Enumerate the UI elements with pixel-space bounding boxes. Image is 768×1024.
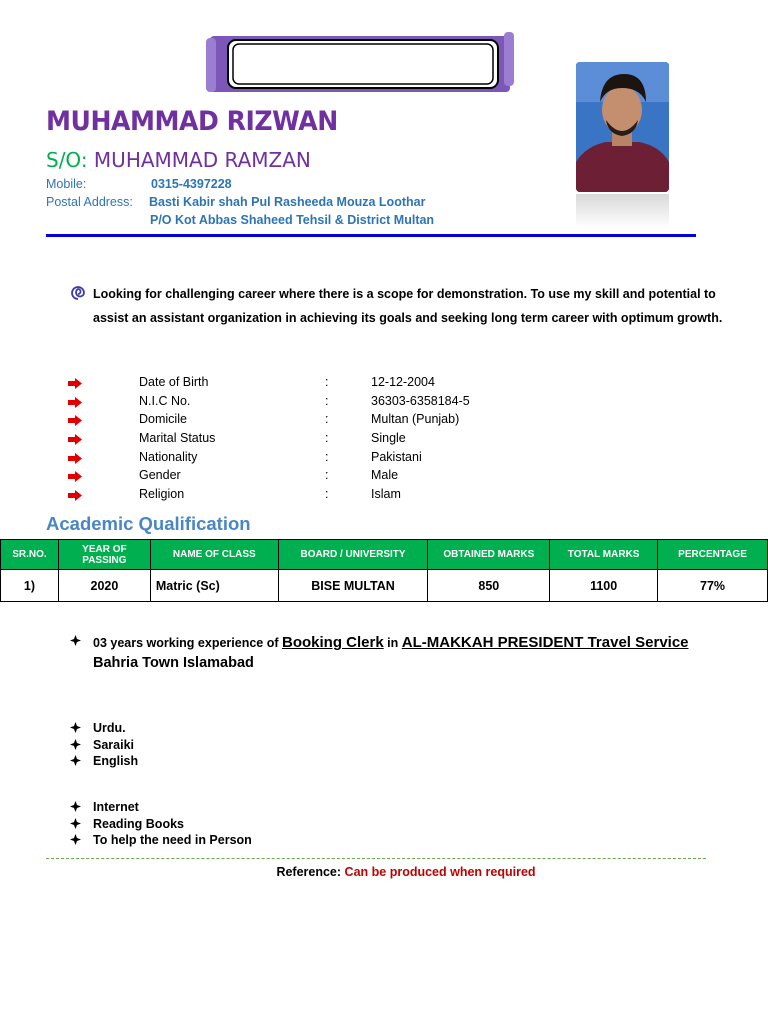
diamond-bullet-icon: [70, 818, 81, 829]
info-value: Pakistani: [371, 449, 422, 464]
column-header: OBTAINED MARKS: [428, 540, 550, 570]
table-header-row: [1, 540, 768, 570]
info-label: Religion: [139, 487, 185, 502]
column-header: NAME OF CLASS: [150, 540, 278, 570]
father-label: S/O:: [46, 148, 88, 172]
photo-reflection: [576, 194, 669, 228]
experience-role: Booking Clerk: [282, 634, 384, 651]
arrow-right-icon: [68, 397, 82, 408]
hobby-item: Internet: [93, 800, 139, 814]
info-label: Gender: [139, 468, 181, 483]
info-value: Single: [371, 431, 406, 446]
language-item: English: [93, 754, 139, 768]
info-value: Islam: [371, 487, 401, 502]
list-item: [70, 633, 710, 673]
reference-line: [0, 865, 768, 879]
info-label: Marital Status: [139, 431, 216, 446]
banner-frame-graphic: [206, 30, 516, 96]
info-row-dob: [68, 375, 568, 394]
info-value: 12-12-2004: [371, 375, 435, 389]
column-header: PERCENTAGE: [658, 540, 768, 570]
diamond-bullet-icon: [70, 755, 81, 766]
profile-photo: [576, 62, 669, 192]
experience-location: Bahria Town Islamabad: [93, 655, 254, 671]
objective-text: Looking for challenging career where there is a scope for demonstration. To use my skill and potential to assist an assistant organization in achieving its goals and seeking long term career with optimum growth.: [93, 287, 723, 325]
hobby-item: To help the need in Person: [93, 833, 252, 847]
table-cell: 2020: [58, 570, 150, 602]
address-label: Postal Address:: [46, 195, 133, 209]
table-cell: 1): [1, 570, 59, 602]
personal-info-list: [68, 375, 568, 506]
header-banner: [206, 30, 516, 96]
father-name: MUHAMMAD RAMZAN: [93, 148, 311, 172]
arrow-right-icon: [68, 378, 82, 389]
info-row-nationality: [68, 450, 568, 469]
languages-list: [70, 720, 138, 770]
footer-divider: [46, 858, 706, 859]
mobile-number: 0315-4397228: [151, 177, 232, 191]
info-colon: :: [325, 375, 329, 389]
info-label: Date of Birth: [139, 375, 209, 389]
info-label: Domicile: [139, 412, 187, 427]
table-cell: 77%: [658, 570, 768, 602]
info-colon: :: [325, 487, 329, 502]
mobile-label: Mobile:: [46, 177, 87, 191]
info-colon: :: [325, 412, 329, 427]
info-row-nic: [68, 394, 568, 413]
column-header: SR.NO.: [1, 540, 59, 570]
info-colon: :: [325, 449, 329, 464]
table-row: [1, 570, 768, 602]
diamond-bullet-icon: [70, 739, 81, 750]
candidate-name: MUHAMMAD RIZWAN: [46, 106, 338, 137]
info-colon: :: [325, 431, 329, 446]
hobbies-list: [70, 799, 252, 849]
experience-list: [70, 633, 710, 673]
info-row-religion: [68, 487, 568, 506]
academic-section-title: Academic Qualification: [46, 513, 251, 534]
list-item: [70, 832, 252, 849]
table-cell: Matric (Sc): [150, 570, 278, 602]
experience-prefix: 03 years working experience of: [93, 636, 279, 650]
address-text-2: P/O Kot Abbas Shaheed Tehsil & District Multan: [150, 213, 435, 227]
arrow-right-icon: [68, 415, 82, 426]
diamond-bullet-icon: [70, 722, 81, 733]
address-text-1: Basti Kabir shah Pul Rasheeda Mouza Loothar: [149, 195, 426, 209]
experience-company: AL-MAKKAH PRESIDENT Travel Service: [401, 634, 689, 651]
arrow-right-icon: [68, 490, 82, 501]
info-value: Male: [371, 468, 399, 483]
column-header: BOARD / UNIVERSITY: [278, 540, 428, 570]
diamond-bullet-icon: [70, 635, 81, 646]
diamond-bullet-icon: [70, 801, 81, 812]
info-row-domicile: [68, 412, 568, 431]
table-cell: 1100: [550, 570, 658, 602]
info-colon: :: [325, 468, 329, 483]
info-value: Multan (Punjab): [371, 412, 460, 427]
portrait-icon: [576, 62, 669, 192]
info-row-gender: [68, 468, 568, 487]
father-name-line: [46, 148, 311, 172]
hobby-item: Reading Books: [93, 816, 184, 831]
table-cell: 850: [428, 570, 550, 602]
language-item: Urdu.: [93, 721, 126, 735]
list-item: [70, 799, 252, 816]
reference-label: Reference:: [276, 865, 342, 879]
reference-value: Can be produced when required: [344, 865, 536, 879]
academic-table: [0, 539, 768, 602]
table-cell: BISE MULTAN: [278, 570, 428, 602]
arrow-right-icon: [68, 453, 82, 464]
info-colon: :: [325, 393, 329, 408]
arrow-right-icon: [68, 471, 82, 482]
info-label: Nationality: [139, 449, 198, 464]
info-row-marital: [68, 431, 568, 450]
list-item: [70, 753, 138, 770]
list-item: [70, 737, 138, 754]
arrow-right-icon: [68, 434, 82, 445]
info-value: 36303-6358184-5: [371, 393, 470, 408]
list-item: [70, 816, 252, 833]
column-header: TOTAL MARKS: [550, 540, 658, 570]
header-divider: [46, 234, 696, 237]
swirl-icon: [70, 285, 86, 301]
diamond-bullet-icon: [70, 834, 81, 845]
column-header: YEAR OF PASSING: [58, 540, 150, 570]
language-item: Saraiki: [93, 737, 135, 752]
career-objective: [70, 282, 730, 330]
experience-connector: in: [387, 636, 399, 650]
info-label: N.I.C No.: [139, 393, 191, 408]
list-item: [70, 720, 138, 737]
